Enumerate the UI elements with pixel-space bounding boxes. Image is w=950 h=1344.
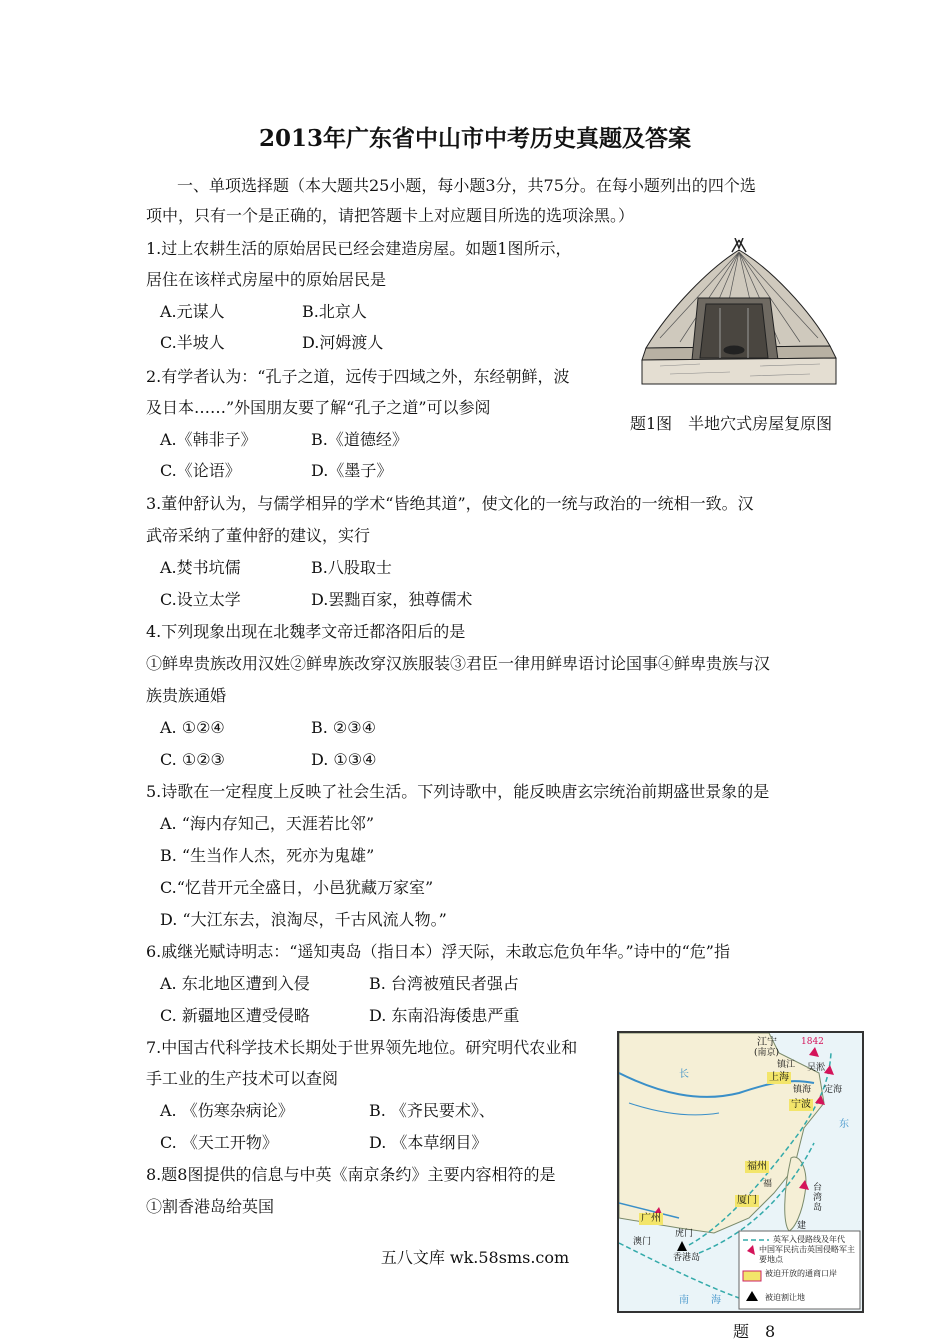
map-label-wusong: 吴淞 xyxy=(807,1063,826,1073)
q7-option-c: C. 《天工开物》 xyxy=(160,1133,278,1152)
map-label-dong: 东 xyxy=(839,1119,849,1130)
q1-stem-line2: 居住在该样式房屋中的原始居民是 xyxy=(146,270,387,289)
q4-option-b: B. ②③④ xyxy=(311,718,376,737)
q3-option-d: D.罢黜百家，独尊儒术 xyxy=(311,590,473,609)
figure8-caption: 题 8 xyxy=(733,1322,776,1341)
q3-option-c: C.设立太学 xyxy=(160,590,241,609)
q2-option-b: B.《道德经》 xyxy=(311,430,408,449)
legend-route: 英军入侵路线及年代 xyxy=(773,1235,845,1244)
q1-stem-line1: 1.过上农耕生活的原始居民已经会建造房屋。如题1图所示， xyxy=(146,239,572,258)
section-instructions-line1: 一、单项选择题（本大题共25小题，每小题3分，共75分。在每小题列出的四个选 xyxy=(177,176,756,195)
q7-option-a: A. 《伤寒杂病论》 xyxy=(160,1101,294,1120)
map-port-ningbo: 宁波 xyxy=(791,1099,811,1110)
map-port-guangzhou: 广州 xyxy=(641,1213,661,1224)
q1-option-d: D.河姆渡人 xyxy=(302,333,384,352)
q2-option-c: C.《论语》 xyxy=(160,461,241,480)
section-instructions-line2: 项中，只有一个是正确的，请把答题卡上对应题目所选的选项涂黑。） xyxy=(146,206,635,225)
map-label-hai: 海 xyxy=(711,1295,721,1306)
q2-stem-line1: 2.有学者认为：“孔子之道，远传于四域之外，东经朝鲜，波 xyxy=(146,367,570,386)
footer-watermark: 五八文库 wk.58sms.com xyxy=(380,1248,570,1267)
q1-option-b: B.北京人 xyxy=(302,302,367,321)
q3-option-a: A.焚书坑儒 xyxy=(160,558,241,577)
q3-option-b: B.八股取士 xyxy=(311,558,392,577)
map-label-aomen: 澳门 xyxy=(633,1237,652,1247)
q7-option-d: D. 《本草纲目》 xyxy=(369,1133,488,1152)
q5-option-c: C.“忆昔开元全盛日，小邑犹藏万家室” xyxy=(160,878,434,897)
map-label-nan: 南 xyxy=(679,1295,689,1306)
q6-option-a: A. 东北地区遭到入侵 xyxy=(160,974,310,993)
q6-option-b: B. 台湾被殖民者强占 xyxy=(369,974,519,993)
map-label-jian: 建 xyxy=(797,1221,807,1231)
q5-option-a: A. “海内存知己，天涯若比邻” xyxy=(160,814,375,833)
map-label-nanjing: (南京) xyxy=(754,1048,780,1058)
q2-option-d: D.《墨子》 xyxy=(311,461,393,480)
map-label-xianggang: 香港岛 xyxy=(673,1253,701,1263)
q5-stem-line1: 5.诗歌在一定程度上反映了社会生活。下列诗歌中，能反映唐玄宗统治前期盛世景象的是 xyxy=(146,782,770,801)
q3-stem-line2: 武帝采纳了董仲舒的建议，实行 xyxy=(146,526,371,545)
legend-ceded: 被迫割让地 xyxy=(765,1293,805,1302)
q7-stem-line2: 手工业的生产技术可以查阅 xyxy=(146,1069,339,1088)
q4-option-a: A. ①②④ xyxy=(160,718,225,737)
q4-option-d: D. ①③④ xyxy=(311,750,377,769)
map-port-xiamen: 厦门 xyxy=(737,1195,757,1206)
q8-stem-line2: ①割香港岛给英国 xyxy=(146,1197,275,1216)
q2-option-a: A.《韩非子》 xyxy=(160,430,257,449)
map-label-zhenhai: 镇海 xyxy=(793,1085,812,1095)
map-port-fuzhou: 福州 xyxy=(747,1161,767,1172)
q6-stem-line1: 6.戚继光赋诗明志：“遥知夷岛（指日本）浮天际，未敢忘危负年华。”诗中的“危”指 xyxy=(146,942,730,961)
semi-subterranean-house-illustration xyxy=(640,238,838,386)
map-label-zhenjiang: 镇江 xyxy=(777,1060,796,1070)
document-title: 2013年广东省中山市中考历史真题及答案 xyxy=(258,125,691,152)
q3-stem-line1: 3.董仲舒认为，与儒学相异的学术“皆绝其道”，使文化的一统与政治的一统相一致。汉 xyxy=(146,494,754,513)
map-label-chang: 长 xyxy=(679,1069,689,1080)
q6-option-c: C. 新疆地区遭受侵略 xyxy=(160,1006,310,1025)
map-label-taiwan: 台湾岛 xyxy=(813,1183,823,1213)
q2-stem-line2: 及日本……”外国朋友要了解“孔子之道”可以参阅 xyxy=(146,398,491,417)
q7-stem-line1: 7.中国古代科学技术长期处于世界领先地位。研究明代农业和 xyxy=(146,1038,578,1057)
legend-resist: 中国军民抗击英国侵略军主要地点 xyxy=(759,1245,855,1264)
map-port-shanghai: 上海 xyxy=(769,1072,789,1083)
map-label-jiangning: 江宁 xyxy=(757,1037,777,1048)
opium-war-map xyxy=(617,1031,864,1313)
q4-stem-line1: 4.下列现象出现在北魏孝文帝迁都洛阳后的是 xyxy=(146,622,466,641)
q1-option-a: A.元谋人 xyxy=(160,302,225,321)
q5-option-d: D. “大江东去，浪淘尽，千古风流人物。” xyxy=(160,910,447,929)
map-label-dinghai: 定海 xyxy=(824,1085,843,1095)
map-label-fu: 福 xyxy=(763,1179,773,1189)
q5-option-b: B. “生当作人杰，死亦为鬼雄” xyxy=(160,846,375,865)
q8-stem-line1: 8.题8图提供的信息与中英《南京条约》主要内容相符的是 xyxy=(146,1165,556,1184)
q4-stem-line3: 族贵族通婚 xyxy=(146,686,227,705)
q4-stem-line2: ①鲜卑贵族改用汉姓②鲜卑族改穿汉族服装③君臣一律用鲜卑语讨论国事④鲜卑贵族与汉 xyxy=(146,654,771,673)
q1-option-c: C.半坡人 xyxy=(160,333,225,352)
q7-option-b: B. 《齐民要术》、 xyxy=(369,1101,495,1120)
q4-option-c: C. ①②③ xyxy=(160,750,225,769)
q6-option-d: D. 东南沿海倭患严重 xyxy=(369,1006,520,1025)
figure1-caption: 题1图 半地穴式房屋复原图 xyxy=(630,414,833,433)
legend-ports: 被迫开放的通商口岸 xyxy=(765,1269,837,1278)
map-label-humen: 虎门 xyxy=(675,1229,694,1239)
map-label-year-1842: 1842 xyxy=(801,1037,824,1047)
